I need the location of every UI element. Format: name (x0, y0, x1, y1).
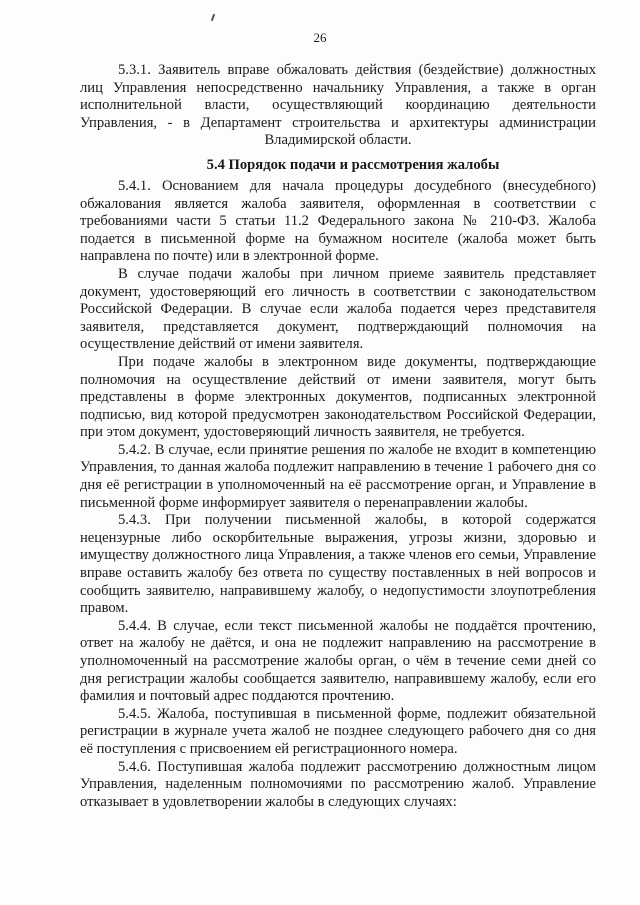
paragraph-5-4-2: 5.4.2. В случае, если принятие решения по жалобе не входит в компетенцию Управления, то данная жалоба подлежит направлению в течение 1 рабочего дня со дня её регистрации в уполномоченный на её рассмотрение орган, и Управление в письменной форме информирует заявителя о перенаправлении жалобы. (80, 441, 596, 511)
paragraph-5-4-5: 5.4.5. Жалоба, поступившая в письменной форме, подлежит обязательной регистрации в журнале учета жалоб не позднее следующего рабочего дня со дня её поступления с присвоением ей регистрационного номера. (80, 705, 596, 757)
paragraph-electronic-submission: При подаче жалобы в электронном виде документы, подтверждающие полномочия на осуществление действий от имени заявителя, могут быть представлены в форме электронных документов, подписанных электронной подписью, вид которой предусмотрен законодательством Российской Федерации, при этом документ, удостоверяющий личность заявителя, не требуется. (80, 353, 596, 441)
paragraph-personal-reception: В случае подачи жалобы при личном приеме заявитель представляет документ, удостоверяющий его личность в соответствии с законодательством Российской Федерации. В случае если жалоба подается через представителя заявителя, представляется документ, подтверждающий полномочия на осуществление действий от имени заявителя. (80, 265, 596, 353)
paragraph-5-4-6: 5.4.6. Поступившая жалоба подлежит рассмотрению должностным лицом Управления, наделенным полномочиями по рассмотрению жалоб. Управление отказывает в удовлетворении жалобы в следующих случаях: (80, 758, 596, 810)
scan-speck (211, 14, 215, 21)
paragraph-5-3-1: 5.3.1. Заявитель вправе обжаловать действия (бездействие) должностных лиц Управления непосредственно начальнику Управления, а также в орган исполнительной власти, осуществляющий координацию деятельности Управления, - в Департамент строительства и архитектуры администрации Владимирской области. (80, 62, 596, 149)
page-number: 26 (313, 30, 327, 45)
paragraph-5-4-1: 5.4.1. Основанием для начала процедуры досудебного (внесудебного) обжалования является жалоба заявителя, оформленная в соответствии с требованиями части 5 статьи 11.2 Федерального закона № 210-ФЗ. Жалоба подается в письменной форме на бумажном носителе (жалоба может быть направлена по почте) или в электронной форме. (80, 177, 596, 265)
section-heading: 5.4 Порядок подачи и рассмотрения жалобы (206, 156, 500, 173)
paragraph-5-4-4: 5.4.4. В случае, если текст письменной жалобы не поддаётся прочтению, ответ на жалобу не даётся, и она не подлежит направлению на рассмотрение в уполномоченный на рассмотрение жалобы орган, о чём в течение семи дней со дня регистрации жалобы сообщается заявителю, направившему жалобу, если его фамилия и почтовый адрес поддаются прочтению. (80, 617, 596, 705)
document-body (80, 62, 596, 811)
paragraph-5-4-3: 5.4.3. При получении письменной жалобы, в которой содержатся нецензурные либо оскорбительные выражения, угрозы жизни, здоровью и имуществу должностного лица Управления, а также членов его семьи, Управление вправе оставить жалобу без ответа по существу поставленных в ней вопросов и сообщить заявителю, направившему жалобу, о недопустимости злоупотребления правом. (80, 512, 596, 617)
